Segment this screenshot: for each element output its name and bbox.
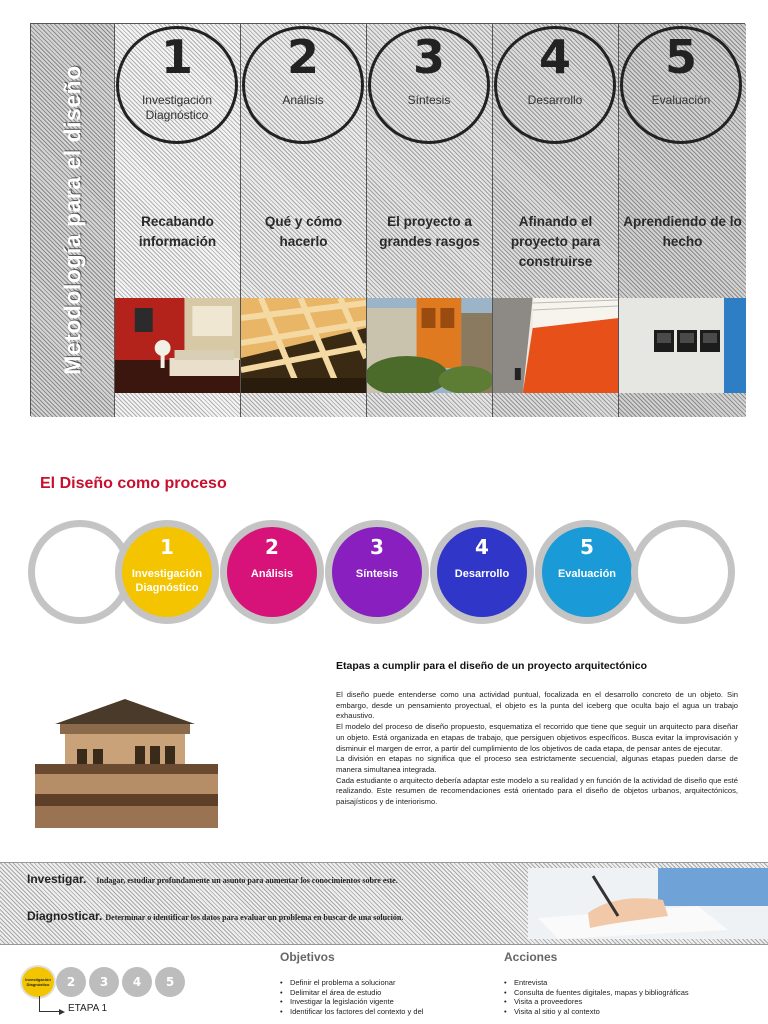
- facade-windows-photo: [619, 298, 746, 393]
- article: [336, 660, 738, 808]
- list-item: • Visita al sitio y al contexto: [504, 1007, 689, 1017]
- step-label: Evaluación: [557, 568, 617, 580]
- stage-tagline: Aprendiendo de lo hecho: [623, 214, 742, 249]
- definition-text: Determinar o identificar los datos para evaluar un problema en buscar de una solución.: [105, 913, 404, 922]
- article-paragraph-1: El diseño puede entenderse como una actividad puntual, focalizada en el desarrollo concreto de un objeto. Sin embargo, desde un pensamiento proyectual, el objeto es la punta del iceberg que oculta bajo el agua un trabajo exhaustivo.: [336, 690, 738, 721]
- writing-hand-photo: [528, 868, 768, 939]
- stage-tagline: El proyecto a grandes rasgos: [379, 214, 480, 249]
- process-step-4: [430, 520, 534, 624]
- process-step-1: [115, 520, 219, 624]
- list-item: • Consulta de fuentes digitales, mapas y bibliográficas: [504, 988, 689, 998]
- stage-nav-4[interactable]: 4: [122, 967, 152, 997]
- article-heading: Etapas a cumplir para el diseño de un proyecto arquitectónico: [336, 660, 647, 672]
- stage-circle-4: [494, 26, 616, 144]
- stage-label: Investigación Diagnóstico: [141, 93, 213, 122]
- stage-number: 4: [538, 30, 571, 84]
- acciones-column: [504, 950, 689, 1016]
- stage-label: Desarrollo: [527, 93, 583, 107]
- step-label: Investigación Diagnóstico: [131, 568, 203, 594]
- stage-number: 5: [664, 30, 697, 84]
- stage-column-2: [241, 24, 367, 417]
- alhambra-tower-photo: [35, 694, 218, 828]
- methodology-title-text: Metodología para el diseño: [59, 65, 86, 375]
- stage-circle-1: [116, 26, 238, 144]
- step-number: 3: [370, 535, 384, 559]
- stage-nav-5[interactable]: 5: [155, 967, 185, 997]
- stage-nav-3[interactable]: 3: [89, 967, 119, 997]
- objetivos-column: [280, 950, 423, 1016]
- stage-label: Análisis: [282, 93, 324, 107]
- acciones-title: Acciones: [504, 950, 558, 964]
- process-empty-end: [631, 520, 735, 624]
- stage-number: 2: [286, 30, 319, 84]
- list-item: • Visita a proveedores: [504, 997, 689, 1007]
- current-stage-label: ETAPA 1: [68, 1003, 108, 1014]
- pergola-photo: [241, 298, 366, 393]
- courtyard-building-photo: [367, 298, 492, 393]
- definition-investigar: [27, 873, 477, 887]
- stage-column-4: [493, 24, 619, 417]
- definition-diagnosticar: [27, 910, 477, 924]
- stage-circle-3: [368, 26, 490, 144]
- step-label: Síntesis: [355, 568, 399, 580]
- list-item: • Investigar la legislación vigente: [280, 997, 423, 1007]
- methodology-panel: [30, 23, 745, 416]
- stage-navigator: [20, 965, 195, 999]
- stage-tagline: Afinando el proyecto para construirse: [510, 214, 601, 269]
- list-item: • Entrevista: [504, 978, 689, 988]
- definition-text: Indagar, estudiar profundamente un asunto para aumentar los conocimientos sobre este.: [96, 876, 398, 885]
- stage-label: Evaluación: [651, 93, 711, 107]
- step-number: 2: [265, 535, 279, 559]
- orange-wall-photo: [493, 298, 618, 393]
- list-item: • Definir el problema a solucionar: [280, 978, 423, 988]
- stage-number: 3: [412, 30, 445, 84]
- definition-term: Investigar.: [27, 872, 87, 886]
- interior-living-room-photo: [115, 298, 240, 393]
- process-step-2: [220, 520, 324, 624]
- stage-circle-5: [620, 26, 742, 144]
- step-number: 5: [580, 535, 594, 559]
- list-item: • Identificar los factores del contexto y del: [280, 1007, 423, 1017]
- definitions-band: [0, 862, 768, 945]
- step-number: 1: [160, 535, 174, 559]
- process-step-5: [535, 520, 639, 624]
- list-item: • Delimitar el área de estudio: [280, 988, 423, 998]
- stage-number: 1: [160, 30, 193, 84]
- stage-nav-2[interactable]: 2: [56, 967, 86, 997]
- step-label: Desarrollo: [454, 568, 510, 580]
- methodology-vertical-title: [31, 24, 115, 417]
- stage-tagline: Qué y cómo hacerlo: [264, 214, 343, 249]
- article-paragraph-4: Cada estudiante o arquitecto debería adaptar este modelo a su realidad y en función de la actividad de diseño que esté realizando. Este resumen de recomendaciones está orientado para el diseño de objetos urbanos, arquitectónicos, paisajísticos y de interiorismo.: [336, 775, 738, 807]
- arrow-icon: [39, 996, 63, 1012]
- stage-circle-2: [242, 26, 364, 144]
- process-step-3: [325, 520, 429, 624]
- article-paragraph-3: La división en etapas no significa que el proceso sea estrictamente secuencial, algunas etapas pueden darse de manera simultanea integrada.: [336, 754, 738, 774]
- objetivos-title: Objetivos: [280, 950, 335, 964]
- process-diagram: [28, 517, 738, 627]
- definition-term: Diagnosticar.: [27, 909, 103, 923]
- stage-tagline: Recabando información: [138, 214, 217, 249]
- stage-column-5: [619, 24, 746, 417]
- stage-label: Síntesis: [407, 93, 451, 107]
- step-number: 4: [475, 535, 489, 559]
- stage-nav-current[interactable]: Investigación Diagnóstico: [20, 965, 56, 999]
- section-title: El Diseño como proceso: [40, 475, 227, 492]
- article-paragraph-2: El modelo del proceso de diseño propuesto, esquematiza el recorrido que tiene que seguir un arquitecto para diseñar un objeto. Está organizada en etapas de trabajo, que persiguen objetivos específicos. Busca evitar la improvisación y disminuir el margen de error, a partir del cumplimiento de los objetivos de cada etapa, de pensar antes de ejecutar.: [336, 722, 738, 753]
- stage-column-1: [115, 24, 241, 417]
- step-label: Análisis: [250, 568, 294, 580]
- stage-column-3: [367, 24, 493, 417]
